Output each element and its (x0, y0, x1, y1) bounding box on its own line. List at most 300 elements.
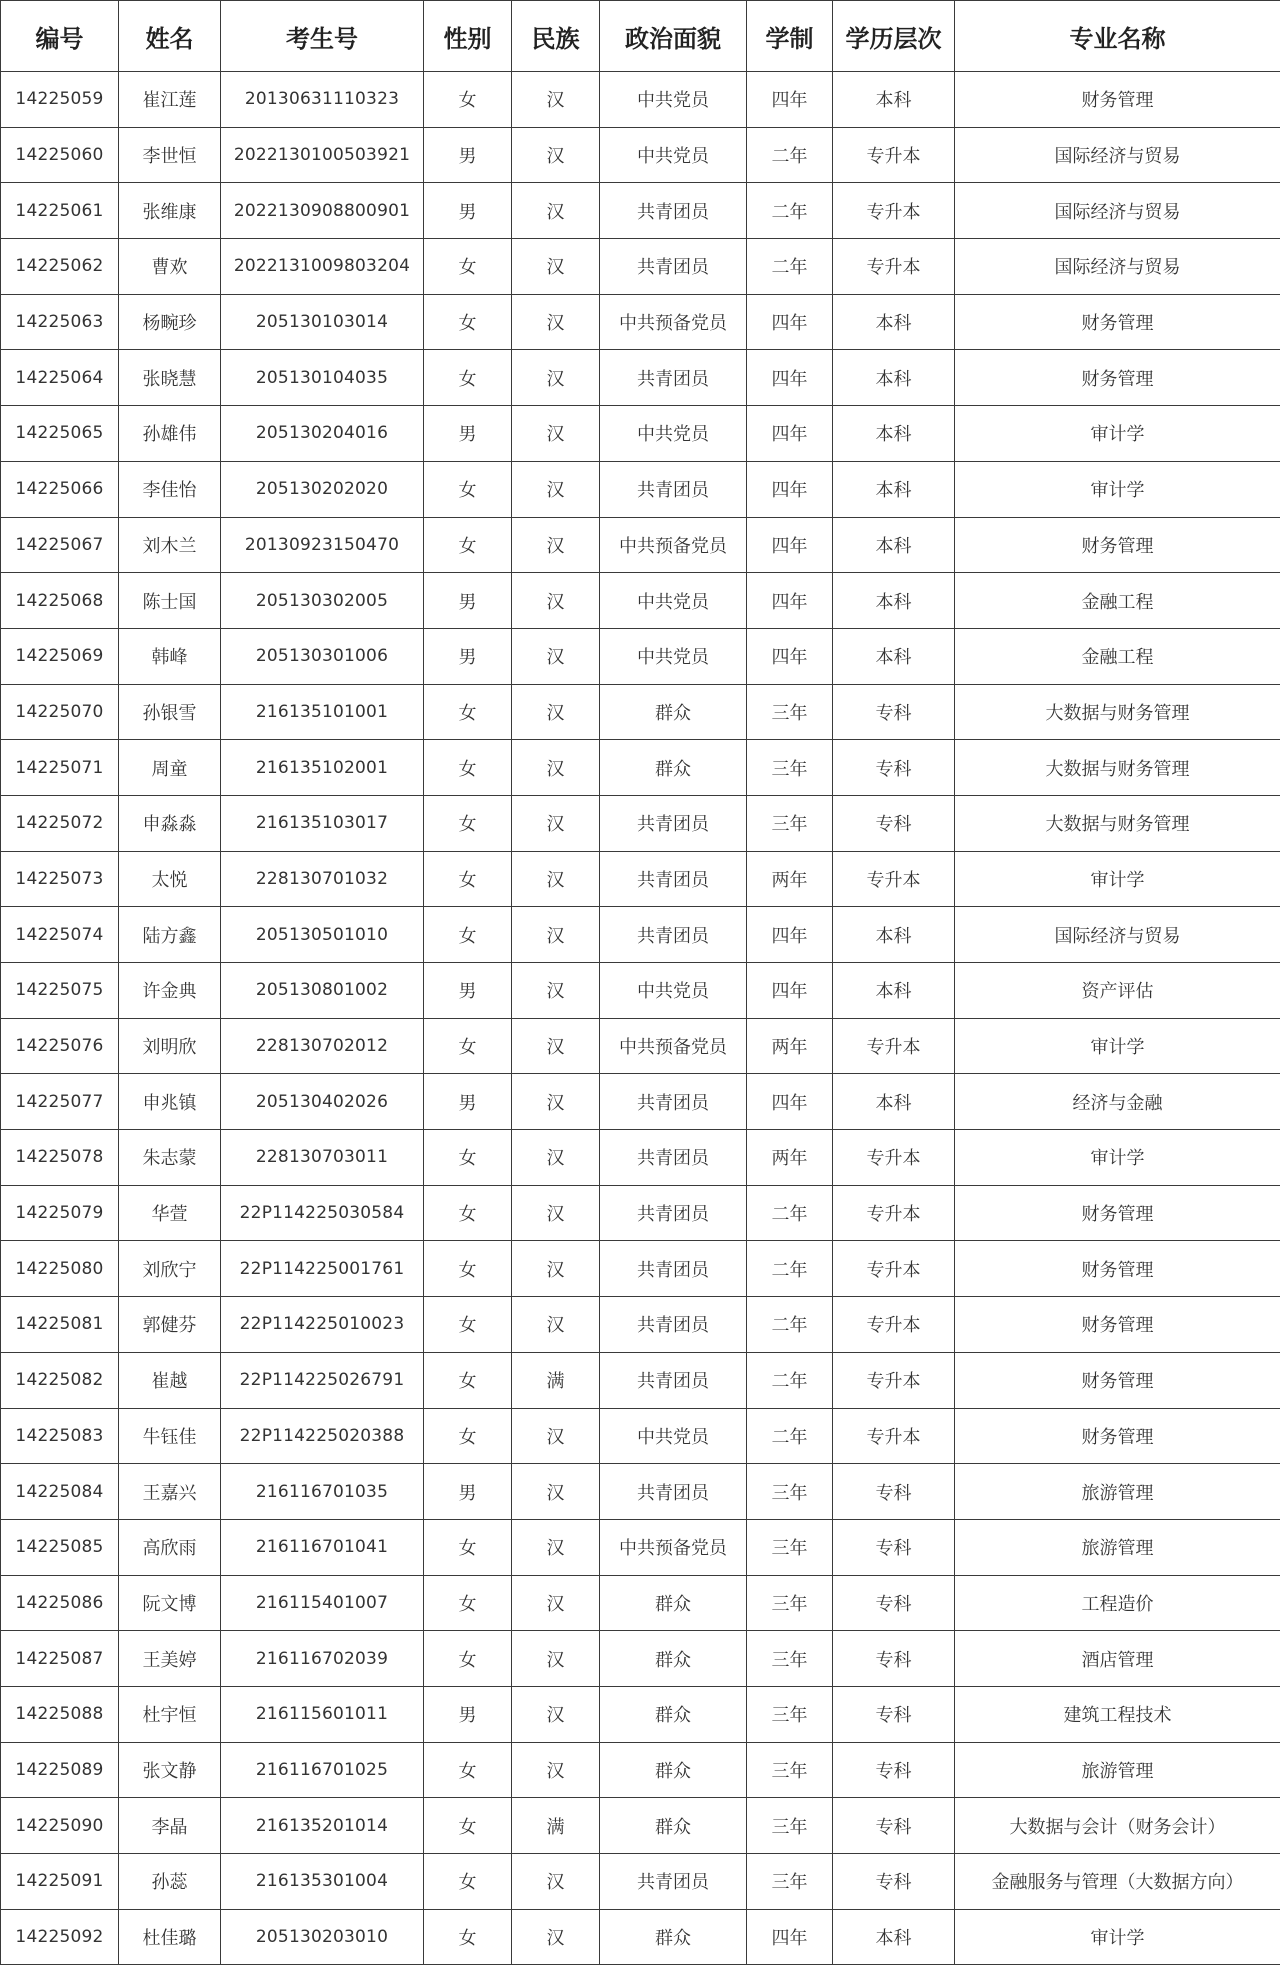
cell-major: 大数据与会计（财务会计） (955, 1798, 1280, 1854)
cell-gender: 女 (424, 1631, 512, 1687)
table-row (1, 1241, 1280, 1297)
cell-major: 财务管理 (955, 1408, 1280, 1464)
cell-major: 旅游管理 (955, 1519, 1280, 1575)
cell-education-level: 专升本 (833, 127, 955, 183)
cell-id: 14225087 (1, 1631, 119, 1687)
header-row (1, 1, 1280, 72)
table-row (1, 795, 1280, 851)
cell-program-length: 四年 (747, 1074, 833, 1130)
cell-name: 许金典 (119, 963, 221, 1019)
column-header-program-length: 学制 (747, 1, 833, 72)
cell-ethnicity: 汉 (512, 1631, 600, 1687)
cell-program-length: 四年 (747, 517, 833, 573)
cell-name: 张维康 (119, 183, 221, 239)
table-body (1, 72, 1280, 1965)
cell-id: 14225073 (1, 851, 119, 907)
cell-ethnicity: 汉 (512, 1686, 600, 1742)
cell-id: 14225061 (1, 183, 119, 239)
cell-major: 资产评估 (955, 963, 1280, 1019)
cell-education-level: 本科 (833, 350, 955, 406)
cell-political-status: 共青团员 (600, 350, 747, 406)
cell-name: 刘欣宁 (119, 1241, 221, 1297)
cell-political-status: 中共党员 (600, 72, 747, 128)
table-row (1, 1686, 1280, 1742)
cell-education-level: 专升本 (833, 1185, 955, 1241)
cell-id: 14225081 (1, 1297, 119, 1353)
cell-name: 孙银雪 (119, 684, 221, 740)
cell-political-status: 共青团员 (600, 239, 747, 295)
column-header-political-status: 政治面貌 (600, 1, 747, 72)
cell-id: 14225078 (1, 1130, 119, 1186)
cell-gender: 女 (424, 740, 512, 796)
cell-major: 财务管理 (955, 1185, 1280, 1241)
cell-political-status: 共青团员 (600, 1297, 747, 1353)
cell-name: 孙蕊 (119, 1854, 221, 1910)
column-header-education-level: 学历层次 (833, 1, 955, 72)
cell-exam-number: 22P114225030584 (221, 1185, 424, 1241)
cell-exam-number: 205130501010 (221, 907, 424, 963)
cell-gender: 女 (424, 1352, 512, 1408)
table-row (1, 1909, 1280, 1965)
cell-major: 审计学 (955, 1130, 1280, 1186)
cell-name: 陈士国 (119, 573, 221, 629)
cell-political-status: 中共预备党员 (600, 1519, 747, 1575)
cell-gender: 女 (424, 851, 512, 907)
cell-program-length: 三年 (747, 1742, 833, 1798)
cell-political-status: 群众 (600, 1686, 747, 1742)
cell-ethnicity: 满 (512, 1798, 600, 1854)
cell-political-status: 中共党员 (600, 628, 747, 684)
cell-gender: 男 (424, 127, 512, 183)
cell-program-length: 二年 (747, 239, 833, 295)
table-row (1, 350, 1280, 406)
cell-name: 韩峰 (119, 628, 221, 684)
cell-gender: 男 (424, 963, 512, 1019)
cell-ethnicity: 汉 (512, 294, 600, 350)
cell-program-length: 二年 (747, 1241, 833, 1297)
cell-ethnicity: 汉 (512, 795, 600, 851)
cell-program-length: 四年 (747, 963, 833, 1019)
table-row (1, 72, 1280, 128)
cell-name: 曹欢 (119, 239, 221, 295)
cell-name: 太悦 (119, 851, 221, 907)
cell-ethnicity: 汉 (512, 183, 600, 239)
cell-political-status: 中共党员 (600, 963, 747, 1019)
cell-id: 14225068 (1, 573, 119, 629)
cell-name: 李晶 (119, 1798, 221, 1854)
cell-name: 刘明欣 (119, 1018, 221, 1074)
table-row (1, 1742, 1280, 1798)
cell-ethnicity: 汉 (512, 1241, 600, 1297)
cell-education-level: 专升本 (833, 1130, 955, 1186)
cell-major: 大数据与财务管理 (955, 795, 1280, 851)
cell-id: 14225083 (1, 1408, 119, 1464)
cell-major: 财务管理 (955, 350, 1280, 406)
cell-ethnicity: 汉 (512, 127, 600, 183)
cell-gender: 女 (424, 795, 512, 851)
cell-id: 14225070 (1, 684, 119, 740)
cell-gender: 女 (424, 1018, 512, 1074)
cell-major: 金融服务与管理（大数据方向） (955, 1854, 1280, 1910)
table-row (1, 1352, 1280, 1408)
cell-program-length: 四年 (747, 461, 833, 517)
cell-education-level: 本科 (833, 406, 955, 462)
cell-gender: 男 (424, 406, 512, 462)
cell-id: 14225088 (1, 1686, 119, 1742)
cell-major: 国际经济与贸易 (955, 127, 1280, 183)
table-row (1, 1854, 1280, 1910)
cell-id: 14225066 (1, 461, 119, 517)
cell-political-status: 群众 (600, 1798, 747, 1854)
cell-major: 国际经济与贸易 (955, 183, 1280, 239)
cell-exam-number: 22P114225010023 (221, 1297, 424, 1353)
cell-id: 14225060 (1, 127, 119, 183)
cell-exam-number: 205130202020 (221, 461, 424, 517)
cell-major: 审计学 (955, 406, 1280, 462)
cell-political-status: 共青团员 (600, 1854, 747, 1910)
cell-program-length: 二年 (747, 1185, 833, 1241)
cell-ethnicity: 汉 (512, 1074, 600, 1130)
cell-exam-number: 216116702039 (221, 1631, 424, 1687)
cell-program-length: 三年 (747, 1798, 833, 1854)
cell-id: 14225062 (1, 239, 119, 295)
cell-major: 工程造价 (955, 1575, 1280, 1631)
cell-political-status: 共青团员 (600, 795, 747, 851)
cell-id: 14225076 (1, 1018, 119, 1074)
cell-major: 财务管理 (955, 294, 1280, 350)
cell-education-level: 专科 (833, 1686, 955, 1742)
table-row (1, 1631, 1280, 1687)
cell-political-status: 中共党员 (600, 573, 747, 629)
cell-name: 孙雄伟 (119, 406, 221, 462)
cell-program-length: 两年 (747, 851, 833, 907)
cell-gender: 女 (424, 1742, 512, 1798)
cell-ethnicity: 汉 (512, 1018, 600, 1074)
cell-education-level: 专科 (833, 1631, 955, 1687)
cell-political-status: 群众 (600, 1909, 747, 1965)
cell-gender: 女 (424, 1519, 512, 1575)
table-row (1, 239, 1280, 295)
cell-program-length: 三年 (747, 1854, 833, 1910)
cell-exam-number: 216116701035 (221, 1464, 424, 1520)
cell-ethnicity: 汉 (512, 1408, 600, 1464)
cell-program-length: 四年 (747, 573, 833, 629)
cell-name: 朱志蒙 (119, 1130, 221, 1186)
cell-gender: 男 (424, 1074, 512, 1130)
cell-education-level: 专升本 (833, 1297, 955, 1353)
column-header-major: 专业名称 (955, 1, 1280, 72)
cell-exam-number: 205130103014 (221, 294, 424, 350)
cell-name: 张晓慧 (119, 350, 221, 406)
cell-exam-number: 205130104035 (221, 350, 424, 406)
cell-political-status: 群众 (600, 1631, 747, 1687)
cell-gender: 女 (424, 1297, 512, 1353)
cell-program-length: 四年 (747, 628, 833, 684)
cell-ethnicity: 汉 (512, 740, 600, 796)
cell-ethnicity: 汉 (512, 1297, 600, 1353)
cell-gender: 女 (424, 1185, 512, 1241)
cell-name: 崔越 (119, 1352, 221, 1408)
cell-id: 14225064 (1, 350, 119, 406)
cell-program-length: 三年 (747, 1464, 833, 1520)
cell-id: 14225063 (1, 294, 119, 350)
column-header-ethnicity: 民族 (512, 1, 600, 72)
cell-ethnicity: 汉 (512, 907, 600, 963)
cell-major: 财务管理 (955, 1352, 1280, 1408)
cell-name: 阮文博 (119, 1575, 221, 1631)
cell-name: 杨畹珍 (119, 294, 221, 350)
cell-exam-number: 216116701041 (221, 1519, 424, 1575)
cell-exam-number: 216135101001 (221, 684, 424, 740)
cell-ethnicity: 汉 (512, 1519, 600, 1575)
cell-id: 14225074 (1, 907, 119, 963)
column-header-id: 编号 (1, 1, 119, 72)
cell-education-level: 本科 (833, 907, 955, 963)
cell-education-level: 专科 (833, 1854, 955, 1910)
cell-program-length: 四年 (747, 406, 833, 462)
table-row (1, 1074, 1280, 1130)
cell-gender: 男 (424, 1686, 512, 1742)
cell-education-level: 专升本 (833, 239, 955, 295)
column-header-name: 姓名 (119, 1, 221, 72)
cell-major: 大数据与财务管理 (955, 684, 1280, 740)
cell-id: 14225091 (1, 1854, 119, 1910)
table-row (1, 1297, 1280, 1353)
cell-program-length: 两年 (747, 1018, 833, 1074)
cell-exam-number: 2022130100503921 (221, 127, 424, 183)
cell-education-level: 本科 (833, 461, 955, 517)
cell-program-length: 四年 (747, 907, 833, 963)
cell-ethnicity: 汉 (512, 1464, 600, 1520)
cell-gender: 女 (424, 1909, 512, 1965)
cell-education-level: 专升本 (833, 183, 955, 239)
cell-program-length: 四年 (747, 294, 833, 350)
cell-id: 14225077 (1, 1074, 119, 1130)
cell-ethnicity: 汉 (512, 406, 600, 462)
cell-major: 审计学 (955, 1018, 1280, 1074)
cell-political-status: 共青团员 (600, 851, 747, 907)
cell-ethnicity: 汉 (512, 350, 600, 406)
table-row (1, 127, 1280, 183)
cell-gender: 女 (424, 1854, 512, 1910)
cell-education-level: 专科 (833, 1742, 955, 1798)
table-row (1, 907, 1280, 963)
cell-name: 杜佳璐 (119, 1909, 221, 1965)
cell-major: 审计学 (955, 851, 1280, 907)
cell-major: 财务管理 (955, 1241, 1280, 1297)
cell-program-length: 三年 (747, 684, 833, 740)
cell-ethnicity: 汉 (512, 239, 600, 295)
cell-political-status: 中共党员 (600, 127, 747, 183)
cell-political-status: 共青团员 (600, 1130, 747, 1186)
cell-political-status: 群众 (600, 684, 747, 740)
cell-exam-number: 20130923150470 (221, 517, 424, 573)
cell-program-length: 三年 (747, 740, 833, 796)
column-header-exam-number: 考生号 (221, 1, 424, 72)
column-header-gender: 性别 (424, 1, 512, 72)
cell-education-level: 专科 (833, 684, 955, 740)
cell-political-status: 群众 (600, 1575, 747, 1631)
cell-gender: 女 (424, 1130, 512, 1186)
cell-name: 申淼淼 (119, 795, 221, 851)
cell-id: 14225079 (1, 1185, 119, 1241)
cell-program-length: 二年 (747, 1297, 833, 1353)
cell-name: 华萱 (119, 1185, 221, 1241)
cell-name: 王嘉兴 (119, 1464, 221, 1520)
cell-id: 14225059 (1, 72, 119, 128)
table-row (1, 406, 1280, 462)
cell-id: 14225065 (1, 406, 119, 462)
cell-id: 14225082 (1, 1352, 119, 1408)
cell-ethnicity: 汉 (512, 1575, 600, 1631)
cell-id: 14225084 (1, 1464, 119, 1520)
table-row (1, 294, 1280, 350)
cell-program-length: 二年 (747, 183, 833, 239)
cell-program-length: 两年 (747, 1130, 833, 1186)
cell-ethnicity: 汉 (512, 963, 600, 1019)
cell-id: 14225067 (1, 517, 119, 573)
table-row (1, 1464, 1280, 1520)
cell-education-level: 本科 (833, 72, 955, 128)
cell-ethnicity: 汉 (512, 1185, 600, 1241)
cell-gender: 女 (424, 907, 512, 963)
table-header (1, 1, 1280, 72)
cell-id: 14225071 (1, 740, 119, 796)
cell-exam-number: 205130801002 (221, 963, 424, 1019)
cell-id: 14225080 (1, 1241, 119, 1297)
cell-id: 14225075 (1, 963, 119, 1019)
table-row (1, 1408, 1280, 1464)
table-row (1, 1018, 1280, 1074)
cell-exam-number: 216135103017 (221, 795, 424, 851)
table-row (1, 183, 1280, 239)
cell-name: 申兆镇 (119, 1074, 221, 1130)
cell-exam-number: 216115401007 (221, 1575, 424, 1631)
cell-program-length: 二年 (747, 1408, 833, 1464)
cell-ethnicity: 汉 (512, 1854, 600, 1910)
cell-education-level: 专升本 (833, 1352, 955, 1408)
cell-political-status: 中共预备党员 (600, 294, 747, 350)
cell-education-level: 专科 (833, 1575, 955, 1631)
cell-exam-number: 228130703011 (221, 1130, 424, 1186)
cell-political-status: 中共党员 (600, 406, 747, 462)
cell-exam-number: 22P114225020388 (221, 1408, 424, 1464)
cell-exam-number: 216135301004 (221, 1854, 424, 1910)
cell-id: 14225085 (1, 1519, 119, 1575)
cell-program-length: 四年 (747, 1909, 833, 1965)
cell-education-level: 专科 (833, 795, 955, 851)
cell-major: 国际经济与贸易 (955, 239, 1280, 295)
cell-gender: 女 (424, 350, 512, 406)
table-row (1, 1575, 1280, 1631)
cell-major: 建筑工程技术 (955, 1686, 1280, 1742)
cell-education-level: 本科 (833, 294, 955, 350)
cell-id: 14225089 (1, 1742, 119, 1798)
cell-major: 经济与金融 (955, 1074, 1280, 1130)
cell-political-status: 共青团员 (600, 183, 747, 239)
cell-ethnicity: 汉 (512, 573, 600, 629)
cell-exam-number: 205130204016 (221, 406, 424, 462)
cell-exam-number: 205130302005 (221, 573, 424, 629)
cell-exam-number: 2022131009803204 (221, 239, 424, 295)
cell-gender: 女 (424, 1408, 512, 1464)
cell-major: 审计学 (955, 461, 1280, 517)
cell-major: 国际经济与贸易 (955, 907, 1280, 963)
cell-ethnicity: 汉 (512, 851, 600, 907)
cell-id: 14225086 (1, 1575, 119, 1631)
cell-exam-number: 228130702012 (221, 1018, 424, 1074)
table-row (1, 963, 1280, 1019)
cell-major: 金融工程 (955, 628, 1280, 684)
table-row (1, 628, 1280, 684)
cell-political-status: 中共预备党员 (600, 1018, 747, 1074)
table-row (1, 1130, 1280, 1186)
cell-political-status: 共青团员 (600, 1074, 747, 1130)
cell-education-level: 专升本 (833, 1408, 955, 1464)
cell-political-status: 中共预备党员 (600, 517, 747, 573)
table-row (1, 851, 1280, 907)
cell-id: 14225069 (1, 628, 119, 684)
cell-major: 财务管理 (955, 1297, 1280, 1353)
cell-ethnicity: 汉 (512, 461, 600, 517)
cell-name: 周童 (119, 740, 221, 796)
cell-name: 李佳怡 (119, 461, 221, 517)
cell-gender: 女 (424, 1798, 512, 1854)
cell-exam-number: 228130701032 (221, 851, 424, 907)
cell-gender: 女 (424, 1575, 512, 1631)
cell-name: 杜宇恒 (119, 1686, 221, 1742)
cell-name: 张文静 (119, 1742, 221, 1798)
cell-political-status: 共青团员 (600, 1352, 747, 1408)
cell-gender: 女 (424, 517, 512, 573)
cell-education-level: 专升本 (833, 851, 955, 907)
cell-program-length: 三年 (747, 1686, 833, 1742)
cell-education-level: 本科 (833, 628, 955, 684)
cell-major: 财务管理 (955, 72, 1280, 128)
table-row (1, 517, 1280, 573)
cell-id: 14225092 (1, 1909, 119, 1965)
cell-name: 刘木兰 (119, 517, 221, 573)
table-row (1, 740, 1280, 796)
cell-gender: 男 (424, 183, 512, 239)
cell-education-level: 专科 (833, 740, 955, 796)
cell-exam-number: 216135102001 (221, 740, 424, 796)
cell-ethnicity: 汉 (512, 684, 600, 740)
cell-gender: 女 (424, 294, 512, 350)
cell-education-level: 专科 (833, 1519, 955, 1575)
cell-id: 14225090 (1, 1798, 119, 1854)
cell-gender: 女 (424, 684, 512, 740)
cell-gender: 男 (424, 1464, 512, 1520)
cell-gender: 男 (424, 628, 512, 684)
table-row (1, 1185, 1280, 1241)
cell-program-length: 四年 (747, 72, 833, 128)
cell-gender: 女 (424, 1241, 512, 1297)
table-row (1, 1519, 1280, 1575)
cell-political-status: 群众 (600, 740, 747, 796)
cell-program-length: 三年 (747, 1519, 833, 1575)
cell-education-level: 专升本 (833, 1018, 955, 1074)
cell-education-level: 专升本 (833, 1241, 955, 1297)
cell-program-length: 四年 (747, 350, 833, 406)
cell-major: 旅游管理 (955, 1464, 1280, 1520)
cell-education-level: 本科 (833, 517, 955, 573)
cell-education-level: 本科 (833, 573, 955, 629)
cell-exam-number: 22P114225001761 (221, 1241, 424, 1297)
cell-education-level: 本科 (833, 1074, 955, 1130)
cell-exam-number: 22P114225026791 (221, 1352, 424, 1408)
cell-name: 牛钰佳 (119, 1408, 221, 1464)
